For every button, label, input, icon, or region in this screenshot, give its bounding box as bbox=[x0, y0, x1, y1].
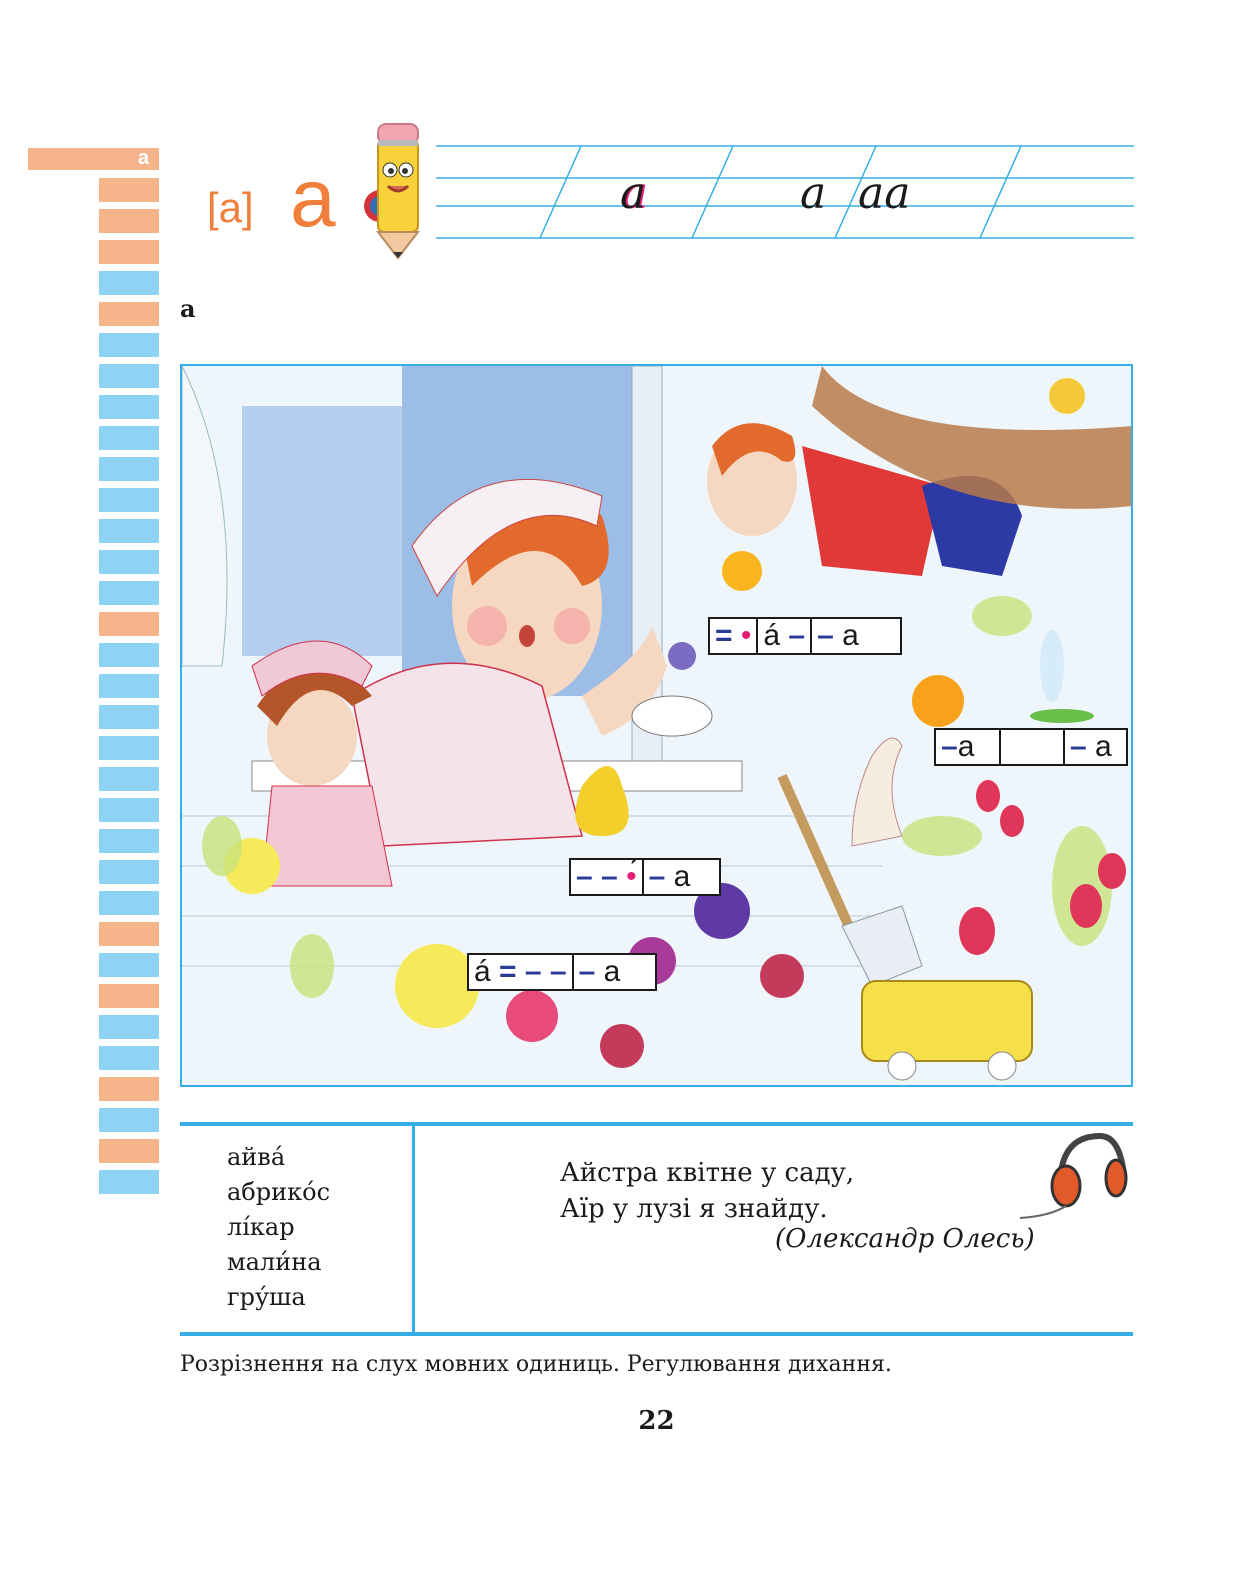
vowel: а bbox=[842, 619, 859, 652]
sidebar-strip bbox=[99, 1108, 159, 1132]
sidebar-letter-tab bbox=[28, 148, 159, 170]
sidebar-strip bbox=[99, 705, 159, 729]
consonant-mark: – bbox=[578, 955, 596, 988]
sidebar-strip bbox=[99, 333, 159, 357]
consonant-mark: – bbox=[1070, 730, 1087, 763]
scheme-cell bbox=[469, 955, 574, 989]
scheme-cell-empty bbox=[1001, 730, 1065, 764]
scheme-cell bbox=[574, 955, 626, 989]
sidebar-strip bbox=[99, 519, 159, 543]
scheme-cell bbox=[644, 860, 696, 894]
sidebar-strip bbox=[99, 271, 159, 295]
word-list bbox=[227, 1140, 330, 1315]
word-item: мали́на bbox=[227, 1248, 322, 1276]
scheme-cell bbox=[758, 619, 812, 653]
word-item: гру́ша bbox=[227, 1283, 306, 1311]
sidebar-strip bbox=[99, 550, 159, 574]
sound-scheme-1 bbox=[708, 617, 902, 655]
sound-scheme-3 bbox=[569, 858, 721, 896]
pencil-mascot-icon bbox=[362, 118, 430, 260]
page-number: 22 bbox=[638, 1406, 675, 1436]
sidebar-strip bbox=[99, 1077, 159, 1101]
poem-line: Аїр у лузі я знайду. bbox=[560, 1194, 828, 1224]
sidebar-strip bbox=[99, 767, 159, 791]
poem-author: (Олександр Олесь) bbox=[775, 1224, 1035, 1254]
consonant-mark: – bbox=[788, 619, 806, 652]
sound-scheme-4 bbox=[467, 953, 657, 991]
consonant-mark: – bbox=[648, 860, 666, 893]
soft-mark: • bbox=[626, 860, 637, 893]
cursive-sample-double: аа bbox=[858, 168, 911, 219]
illustration-art bbox=[182, 366, 1133, 1087]
divider-top bbox=[180, 1122, 1133, 1126]
sidebar-strip bbox=[99, 1139, 159, 1163]
sidebar-strip bbox=[99, 364, 159, 388]
footer-note: Розрізнення на слух мовних одиниць. Регулювання дихання. bbox=[180, 1352, 892, 1377]
sidebar-strip bbox=[99, 1170, 159, 1194]
consonant-mark: – bbox=[941, 730, 958, 763]
headphones-icon[interactable] bbox=[1020, 1126, 1130, 1226]
vowel: а bbox=[1095, 730, 1112, 763]
sidebar-strip bbox=[99, 736, 159, 760]
poem-line: Айстра квітне у саду, bbox=[560, 1158, 855, 1188]
stressed-vowel: á bbox=[474, 955, 491, 988]
scheme-cell bbox=[936, 730, 1001, 764]
sidebar-strip bbox=[99, 426, 159, 450]
word-item: лі́кар bbox=[227, 1213, 295, 1241]
sound-scheme-2 bbox=[934, 728, 1128, 766]
sidebar-strip bbox=[99, 302, 159, 326]
stressed-vowel: á bbox=[763, 619, 781, 652]
scheme-cell bbox=[1065, 730, 1126, 764]
vowel: а bbox=[603, 955, 621, 988]
sidebar-strip bbox=[99, 488, 159, 512]
sidebar-strip bbox=[99, 457, 159, 481]
sidebar-strip bbox=[99, 798, 159, 822]
divider-vertical bbox=[412, 1126, 415, 1332]
sidebar-strip bbox=[99, 612, 159, 636]
consonant-mark: – – bbox=[576, 860, 618, 893]
word-item: абрикóс bbox=[227, 1178, 331, 1206]
sidebar-strip bbox=[99, 829, 159, 853]
cursive-sample-red: а bbox=[620, 168, 647, 219]
scheme-cell bbox=[571, 860, 644, 894]
sidebar-strip bbox=[99, 1015, 159, 1039]
cursive-sample: а bbox=[800, 168, 827, 219]
garden-illustration bbox=[180, 364, 1133, 1087]
sidebar-strip bbox=[99, 209, 159, 233]
poem bbox=[560, 1155, 854, 1227]
sidebar-strip bbox=[99, 953, 159, 977]
scheme-cell bbox=[812, 619, 864, 653]
sidebar-strip bbox=[99, 674, 159, 698]
handwriting-lines bbox=[436, 140, 1136, 244]
word-label: а bbox=[180, 294, 196, 323]
vowel: а bbox=[957, 730, 975, 763]
soft-mark: • bbox=[740, 619, 752, 652]
sidebar-strip bbox=[99, 1046, 159, 1070]
sidebar-strip bbox=[99, 922, 159, 946]
sidebar-strip bbox=[99, 395, 159, 419]
vowel: а bbox=[673, 860, 691, 893]
sidebar-strip bbox=[99, 860, 159, 884]
reading-box bbox=[180, 1122, 1133, 1336]
consonant-marks: = – – bbox=[499, 955, 567, 988]
scheme-cell bbox=[710, 619, 758, 653]
sidebar-strip bbox=[99, 984, 159, 1008]
sidebar-strip bbox=[99, 178, 159, 202]
consonant-mark: = bbox=[715, 619, 733, 652]
sound-label: [а] bbox=[207, 184, 254, 231]
sidebar-strip bbox=[99, 643, 159, 667]
sidebar-strip bbox=[99, 581, 159, 605]
word-item: айвá bbox=[227, 1143, 286, 1171]
sidebar-strip bbox=[99, 240, 159, 264]
consonant-mark: – bbox=[817, 619, 834, 652]
letter-heading: а bbox=[290, 153, 336, 244]
sidebar-tab-letter: а bbox=[137, 147, 149, 169]
divider-bottom bbox=[180, 1332, 1133, 1336]
sidebar-strip bbox=[99, 891, 159, 915]
